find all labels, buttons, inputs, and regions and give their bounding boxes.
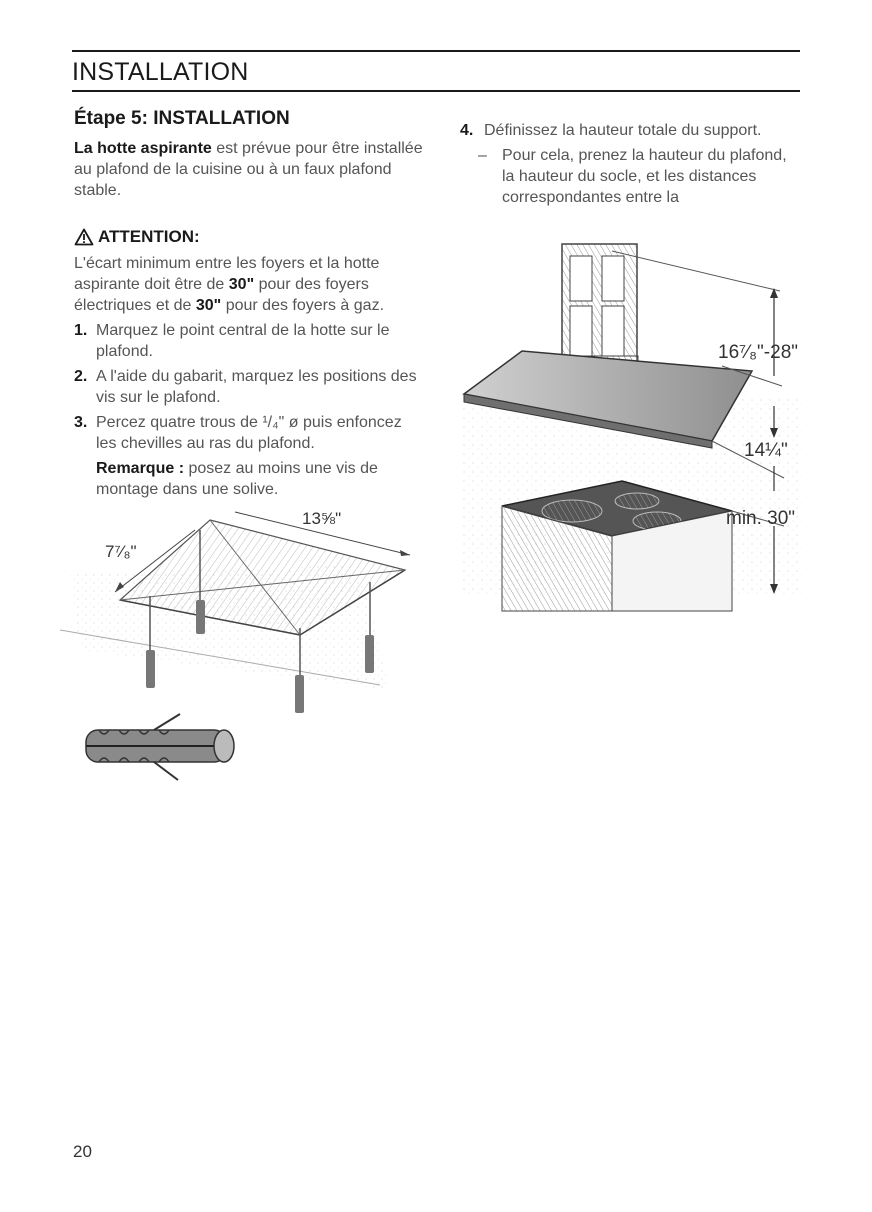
attention-value-electric: 30" <box>228 276 255 293</box>
step-number: 4. <box>460 122 474 139</box>
step-text: Marquez le point central de la hotte sur le plafond. <box>96 322 390 360</box>
steps-list <box>74 320 424 454</box>
note-paragraph <box>96 458 424 500</box>
attention-text-3: pour des foyers à gaz. <box>221 297 385 314</box>
step-text: Définissez la hauteur totale du support. <box>484 122 762 139</box>
intro-bold: La hotte aspirante <box>74 140 212 157</box>
header-rule-bottom <box>72 90 800 92</box>
left-column <box>74 108 424 500</box>
intro-paragraph <box>74 138 424 201</box>
intro-text: est prévue pour être installée au plafond de la cuisine ou à un faux plafond stable. <box>74 140 423 199</box>
step-text: A l'aide du gabarit, marquez les positions des vis sur le plafond. <box>96 368 417 406</box>
step-number: 2. <box>74 368 88 385</box>
step-text: Percez quatre trous de ¹/₄" ø puis enfoncez les chevilles au ras du plafond. <box>96 414 402 452</box>
step-number: 3. <box>74 414 88 431</box>
dimension-depth-label: 7⁷⁄₈" <box>105 542 137 561</box>
sub-item <box>478 145 800 208</box>
sub-text: Pour cela, prenez la hauteur du plafond, la hauteur du socle, et les distances correspondantes entre la <box>502 147 787 206</box>
attention-label: ATTENTION: <box>98 227 200 246</box>
step-item-1 <box>74 320 424 362</box>
note-label: Remarque : <box>96 460 185 477</box>
sub-dash: – <box>478 147 487 164</box>
steps-list-right <box>460 120 800 141</box>
step-item-4 <box>460 120 800 141</box>
hood-clearance-illustration <box>462 226 802 626</box>
template-illustration <box>60 500 420 720</box>
dimension-chimney-label: 16⁷⁄₈"-28" <box>718 342 799 363</box>
page-number: 20 <box>73 1142 92 1161</box>
right-column <box>460 116 800 208</box>
header-rule-top <box>72 50 800 52</box>
attention-text <box>74 253 424 316</box>
step-title: Étape 5: INSTALLATION <box>74 108 290 129</box>
dimension-width-label: 13⅝" <box>302 509 342 528</box>
note-text: posez au moins une vis de montage dans une solive. <box>96 460 378 498</box>
section-title: INSTALLATION <box>72 58 249 86</box>
dimension-hood-label: 14¼" <box>744 440 788 461</box>
attention-text-2: pour des foyers électriques et de <box>74 276 369 314</box>
attention-text-1: L'écart minimum entre les foyers et la hotte aspirante doit être de <box>74 255 380 293</box>
attention-heading <box>74 227 424 247</box>
step-item-2 <box>74 366 424 408</box>
step-item-3 <box>74 412 424 454</box>
wall-plug-closeup-icon <box>84 712 244 782</box>
dimension-clearance-label: min. 30" <box>726 508 796 529</box>
step-number: 1. <box>74 322 88 339</box>
warning-icon <box>74 228 94 246</box>
attention-value-gas: 30" <box>195 297 222 314</box>
